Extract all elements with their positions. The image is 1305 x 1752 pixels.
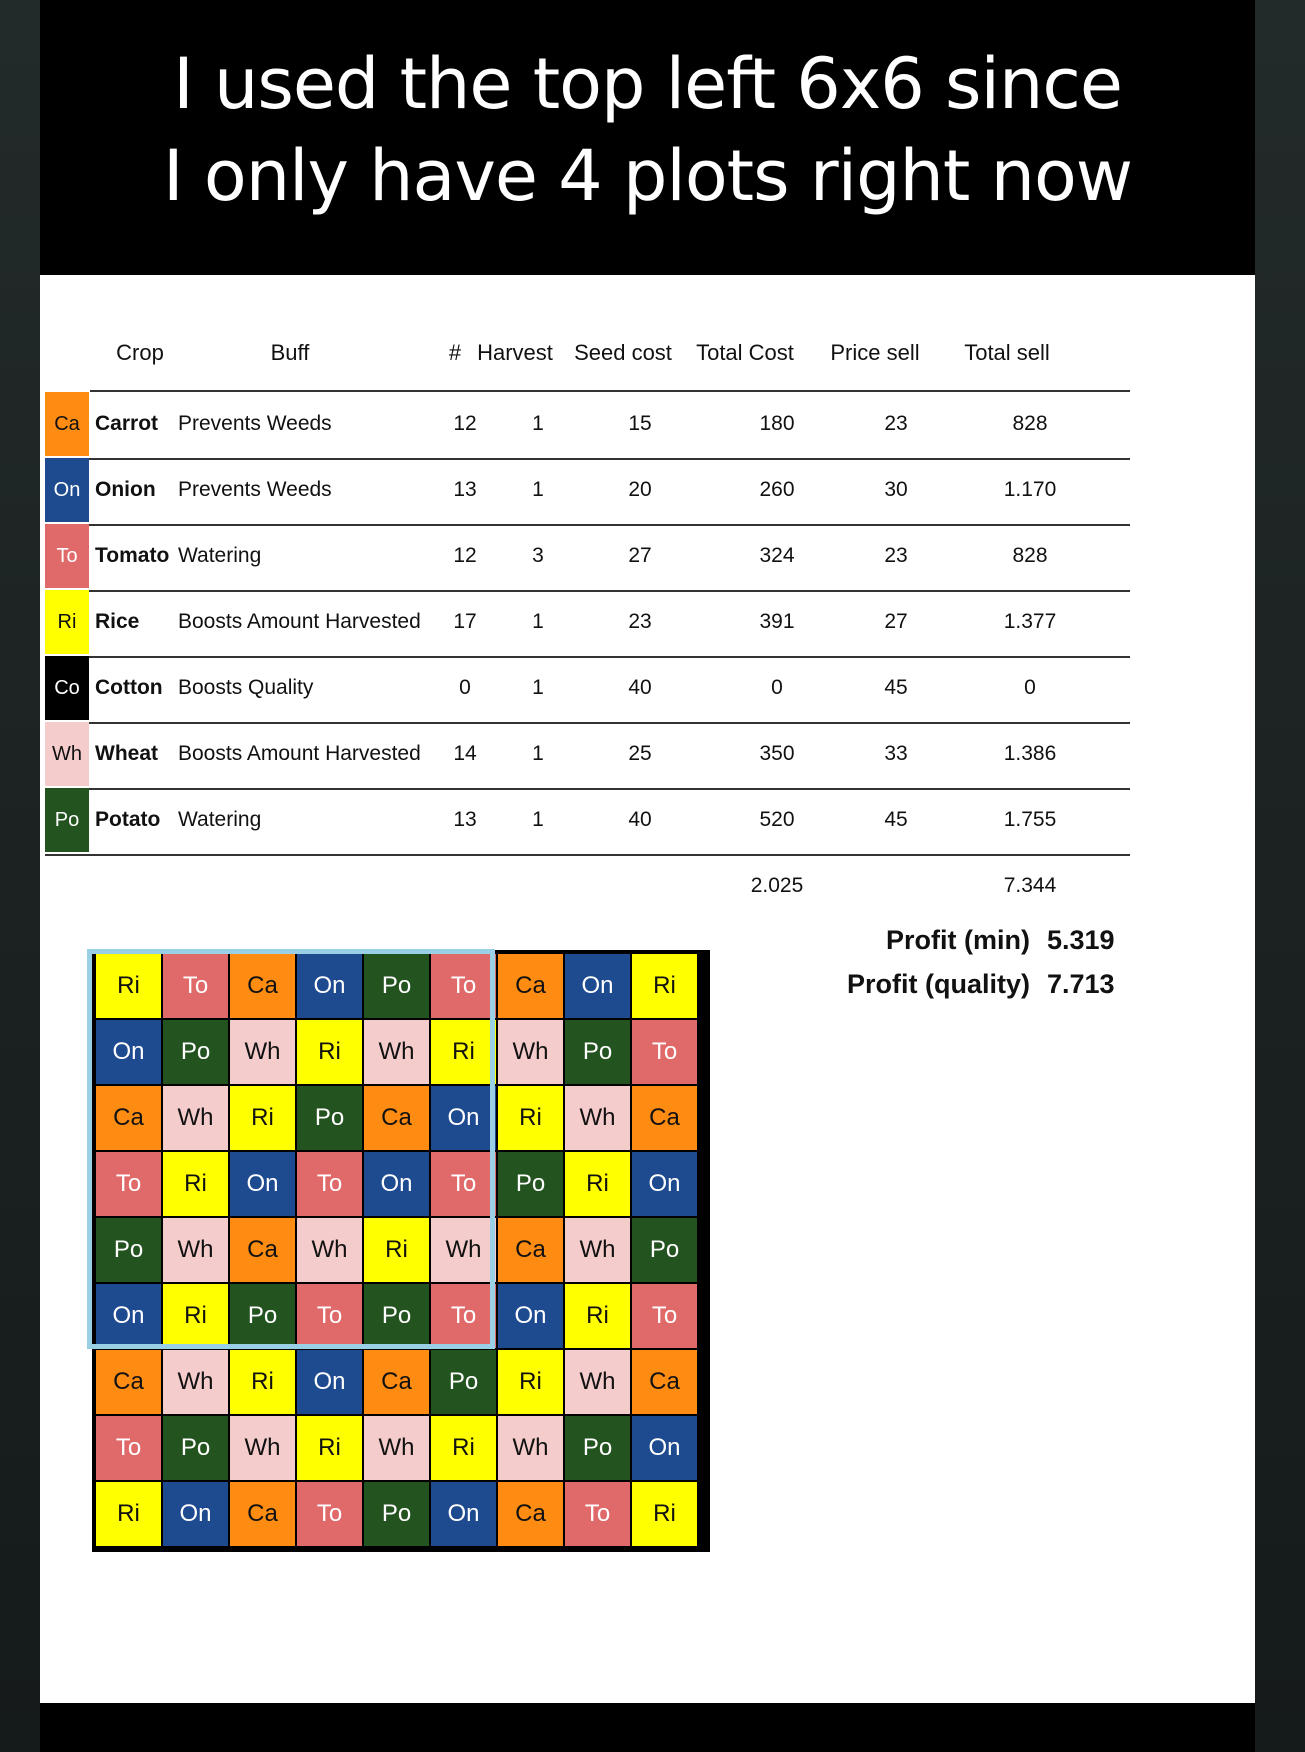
crop-name: Rice bbox=[95, 610, 140, 633]
plot-cell: Ca bbox=[632, 1350, 697, 1414]
plot-cell: To bbox=[431, 954, 496, 1018]
plot-cell: Ri bbox=[230, 1086, 295, 1150]
crop-total-sell: 828 bbox=[1012, 412, 1048, 435]
plot-cell: Po bbox=[96, 1218, 161, 1282]
plot-cell: To bbox=[565, 1482, 630, 1546]
right-blur-margin bbox=[1255, 0, 1305, 1752]
table-row bbox=[45, 722, 1130, 790]
crop-buff: Boosts Amount Harvested bbox=[178, 610, 421, 633]
profit-quality-value: 7.713 bbox=[1047, 969, 1115, 999]
plot-cell: On bbox=[431, 1482, 496, 1546]
plot-cell: On bbox=[163, 1482, 228, 1546]
crop-total-sell: 1.755 bbox=[1003, 808, 1057, 831]
crop-price-sell: 33 bbox=[884, 742, 908, 765]
plot-cell: Ri bbox=[230, 1350, 295, 1414]
table-row bbox=[45, 392, 1130, 460]
plot-cell: On bbox=[632, 1416, 697, 1480]
plot-cell: Ri bbox=[163, 1152, 228, 1216]
crop-harvest: 1 bbox=[532, 412, 544, 435]
plot-cell: To bbox=[297, 1284, 362, 1348]
bottom-bar bbox=[40, 1703, 1255, 1752]
crop-total-cost: 260 bbox=[759, 478, 795, 501]
crop-name: Carrot bbox=[95, 412, 159, 435]
plot-cell: On bbox=[297, 954, 362, 1018]
crop-seed-cost: 15 bbox=[628, 412, 652, 435]
plot-cell: On bbox=[96, 1020, 161, 1084]
caption-line-1: I used the top left 6x6 since bbox=[173, 43, 1122, 125]
plot-cell: Ri bbox=[163, 1284, 228, 1348]
plot-cell: Wh bbox=[364, 1020, 429, 1084]
plot-cell: Ri bbox=[498, 1086, 563, 1150]
caption-line-2: I only have 4 plots right now bbox=[162, 135, 1133, 217]
plot-cell: Ri bbox=[498, 1350, 563, 1414]
plot-cell: Ri bbox=[632, 954, 697, 1018]
crop-harvest: 1 bbox=[532, 478, 544, 501]
plot-grid bbox=[92, 950, 710, 1552]
crop-count: 12 bbox=[453, 544, 477, 567]
crop-count: 13 bbox=[453, 808, 477, 831]
plot-cell: On bbox=[565, 954, 630, 1018]
header-total-cost: Total Cost bbox=[696, 340, 794, 365]
plot-cell: To bbox=[632, 1284, 697, 1348]
video-caption bbox=[40, 0, 1255, 275]
crop-code-swatch: Ri bbox=[45, 590, 89, 654]
plot-cell: Wh bbox=[565, 1086, 630, 1150]
plot-cell: Ri bbox=[632, 1482, 697, 1546]
header-price-sell: Price sell bbox=[830, 340, 920, 365]
crop-name: Tomato bbox=[95, 544, 170, 567]
plot-cell: Ca bbox=[230, 1482, 295, 1546]
left-blur-margin bbox=[0, 0, 40, 1752]
plot-cell: Ca bbox=[632, 1086, 697, 1150]
plot-cell: Po bbox=[565, 1020, 630, 1084]
crop-seed-cost: 40 bbox=[628, 808, 652, 831]
profit-quality-label: Profit (quality) bbox=[847, 969, 1030, 999]
plot-cell: Wh bbox=[163, 1086, 228, 1150]
plot-cell: On bbox=[364, 1152, 429, 1216]
plot-cell: Ri bbox=[297, 1416, 362, 1480]
crop-buff: Prevents Weeds bbox=[178, 412, 332, 435]
plot-cell: Ca bbox=[96, 1086, 161, 1150]
plot-cell: Ri bbox=[364, 1218, 429, 1282]
table-row bbox=[45, 524, 1130, 592]
plot-cell: Wh bbox=[163, 1350, 228, 1414]
crop-total-sell: 0 bbox=[1024, 676, 1036, 699]
crop-buff: Boosts Quality bbox=[178, 676, 314, 699]
plot-cell: Wh bbox=[565, 1218, 630, 1282]
plot-cell: To bbox=[96, 1152, 161, 1216]
crop-code-swatch: On bbox=[45, 458, 89, 522]
plot-cell: On bbox=[498, 1284, 563, 1348]
crop-harvest: 1 bbox=[532, 610, 544, 633]
crop-harvest: 3 bbox=[532, 544, 544, 567]
plot-cell: Ri bbox=[96, 1482, 161, 1546]
plot-cell: Wh bbox=[364, 1416, 429, 1480]
crop-seed-cost: 20 bbox=[628, 478, 652, 501]
plot-cell: Po bbox=[364, 1284, 429, 1348]
plot-cell: Wh bbox=[431, 1218, 496, 1282]
crop-buff: Watering bbox=[178, 544, 262, 567]
plot-cell: Ri bbox=[565, 1152, 630, 1216]
plot-cell: Po bbox=[498, 1152, 563, 1216]
crop-code-swatch: Po bbox=[45, 788, 89, 852]
plot-cell: Ri bbox=[297, 1020, 362, 1084]
plot-cell: Ca bbox=[96, 1350, 161, 1414]
plot-cell: Po bbox=[364, 1482, 429, 1546]
crop-total-cost: 180 bbox=[759, 412, 795, 435]
crop-harvest: 1 bbox=[532, 808, 544, 831]
crop-count: 0 bbox=[459, 676, 471, 699]
plot-cell: Ca bbox=[498, 1218, 563, 1282]
plot-cell: On bbox=[431, 1086, 496, 1150]
plot-cell: To bbox=[96, 1416, 161, 1480]
header-total-sell: Total sell bbox=[964, 340, 1050, 365]
plot-cell: Po bbox=[632, 1218, 697, 1282]
crop-count: 13 bbox=[453, 478, 477, 501]
profit-min-label: Profit (min) bbox=[886, 925, 1030, 955]
crop-price-sell: 23 bbox=[884, 412, 908, 435]
spreadsheet-image bbox=[40, 275, 1255, 1703]
total-sell-sum: 7.344 bbox=[1003, 874, 1057, 897]
plot-cell: To bbox=[431, 1284, 496, 1348]
plot-cell: On bbox=[632, 1152, 697, 1216]
plot-cell: Po bbox=[364, 954, 429, 1018]
plot-cell: To bbox=[632, 1020, 697, 1084]
header-count: # bbox=[448, 340, 462, 365]
crop-price-sell: 45 bbox=[884, 676, 908, 699]
table-row bbox=[45, 656, 1130, 724]
table-row bbox=[45, 458, 1130, 526]
plot-cell: Po bbox=[565, 1416, 630, 1480]
crop-seed-cost: 23 bbox=[628, 610, 652, 633]
crop-name: Cotton bbox=[95, 676, 163, 699]
plot-cell: Wh bbox=[230, 1416, 295, 1480]
header-seed-cost: Seed cost bbox=[574, 340, 672, 365]
crop-buff: Prevents Weeds bbox=[178, 478, 332, 501]
header-crop: Crop bbox=[116, 340, 164, 365]
plot-cell: Wh bbox=[498, 1020, 563, 1084]
crop-seed-cost: 27 bbox=[628, 544, 652, 567]
crop-total-cost: 350 bbox=[759, 742, 795, 765]
crop-harvest: 1 bbox=[532, 742, 544, 765]
plot-cell: Wh bbox=[163, 1218, 228, 1282]
crop-name: Potato bbox=[95, 808, 161, 831]
total-cost-sum: 2.025 bbox=[750, 874, 804, 897]
table-row bbox=[45, 590, 1130, 658]
plot-cell: Po bbox=[297, 1086, 362, 1150]
crop-name: Onion bbox=[95, 478, 156, 501]
plot-cell: Wh bbox=[498, 1416, 563, 1480]
crop-count: 12 bbox=[453, 412, 477, 435]
crop-total-cost: 520 bbox=[759, 808, 795, 831]
plot-cell: Wh bbox=[230, 1020, 295, 1084]
crop-total-sell: 1.170 bbox=[1003, 478, 1057, 501]
plot-cell: Ri bbox=[565, 1284, 630, 1348]
crop-buff: Watering bbox=[178, 808, 262, 831]
plot-cell: Ca bbox=[364, 1086, 429, 1150]
crop-code-swatch: To bbox=[45, 524, 89, 588]
plot-cell: Po bbox=[431, 1350, 496, 1414]
header-buff: Buff bbox=[270, 340, 310, 365]
plot-cell: To bbox=[297, 1482, 362, 1546]
crop-total-sell: 828 bbox=[1012, 544, 1048, 567]
plot-cell: To bbox=[163, 954, 228, 1018]
plot-cell: On bbox=[96, 1284, 161, 1348]
crop-price-sell: 27 bbox=[884, 610, 908, 633]
crop-price-sell: 30 bbox=[884, 478, 908, 501]
plot-cell: On bbox=[297, 1350, 362, 1414]
crop-seed-cost: 40 bbox=[628, 676, 652, 699]
plot-cell: Ri bbox=[431, 1020, 496, 1084]
crop-code-swatch: Wh bbox=[45, 722, 89, 786]
plot-cell: Ca bbox=[498, 1482, 563, 1546]
plot-cell: Ca bbox=[498, 954, 563, 1018]
plot-cell: Po bbox=[230, 1284, 295, 1348]
crop-price-sell: 23 bbox=[884, 544, 908, 567]
plot-cell: Ca bbox=[364, 1350, 429, 1414]
plot-cell: Ca bbox=[230, 954, 295, 1018]
plot-cell: Po bbox=[163, 1020, 228, 1084]
profit-min-value: 5.319 bbox=[1047, 925, 1115, 955]
plot-cell: Wh bbox=[565, 1350, 630, 1414]
crop-buff: Boosts Amount Harvested bbox=[178, 742, 421, 765]
crop-total-sell: 1.377 bbox=[1003, 610, 1057, 633]
plot-cell: To bbox=[431, 1152, 496, 1216]
plot-cell: Ca bbox=[230, 1218, 295, 1282]
crop-total-cost: 324 bbox=[759, 544, 795, 567]
plot-cell: Ri bbox=[96, 954, 161, 1018]
crop-code-swatch: Co bbox=[45, 656, 89, 720]
crop-harvest: 1 bbox=[532, 676, 544, 699]
crop-total-cost: 391 bbox=[759, 610, 795, 633]
plot-cell: Wh bbox=[297, 1218, 362, 1282]
crop-code-swatch: Ca bbox=[45, 392, 89, 456]
plot-cell: On bbox=[230, 1152, 295, 1216]
plot-cell: Ri bbox=[431, 1416, 496, 1480]
header-harvest: Harvest bbox=[477, 340, 553, 365]
crop-total-cost: 0 bbox=[771, 676, 783, 699]
plot-cell: Po bbox=[163, 1416, 228, 1480]
plot-cell: To bbox=[297, 1152, 362, 1216]
crop-count: 17 bbox=[453, 610, 477, 633]
crop-price-sell: 45 bbox=[884, 808, 908, 831]
crop-count: 14 bbox=[453, 742, 477, 765]
table-row bbox=[45, 788, 1130, 856]
crop-seed-cost: 25 bbox=[628, 742, 652, 765]
crop-total-sell: 1.386 bbox=[1003, 742, 1057, 765]
crop-name: Wheat bbox=[95, 742, 158, 765]
